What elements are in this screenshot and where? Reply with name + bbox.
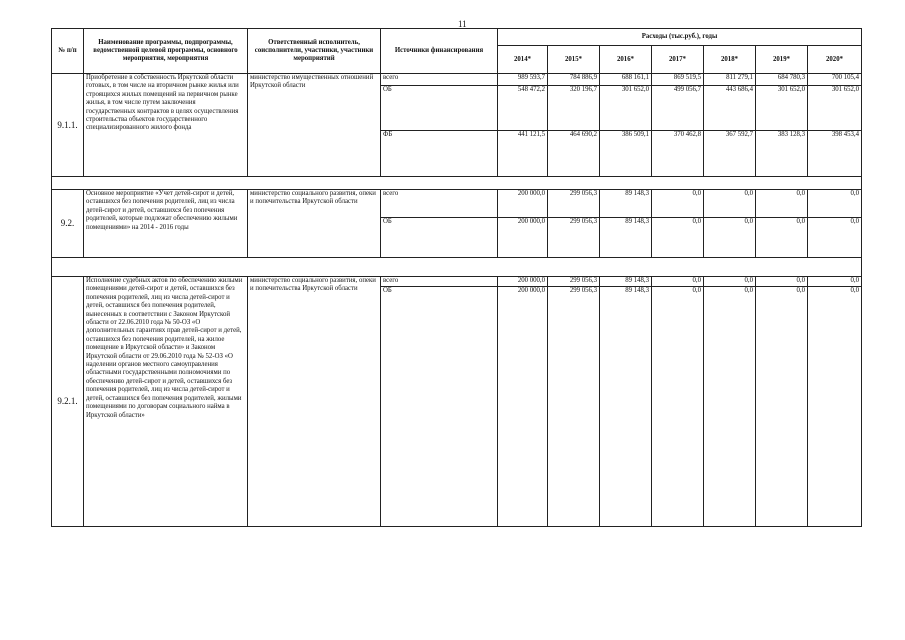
- row-gap: [52, 177, 862, 190]
- header-source: Источники финансирования: [381, 29, 498, 74]
- row-gap-cell: [52, 258, 862, 277]
- value-cell: 0,0: [808, 218, 862, 258]
- source-label: ОБ: [381, 287, 498, 527]
- value-cell: 301 652,0: [808, 86, 862, 131]
- source-label: ОБ: [381, 86, 498, 131]
- value-cell: 441 121,5: [498, 131, 548, 177]
- value-cell: 89 148,3: [600, 287, 652, 527]
- value-cell: 200 000,0: [498, 190, 548, 218]
- value-cell: 700 105,4: [808, 74, 862, 86]
- value-cell: 0,0: [704, 190, 756, 218]
- value-cell: 0,0: [808, 277, 862, 287]
- value-cell: 784 886,9: [548, 74, 600, 86]
- header-executor: Ответственный исполнитель, соисполнители, участники, участники мероприятий: [248, 29, 381, 74]
- value-cell: 0,0: [756, 190, 808, 218]
- value-cell: 301 652,0: [756, 86, 808, 131]
- value-cell: 299 056,3: [548, 218, 600, 258]
- page-number: 11: [458, 19, 467, 29]
- value-cell: 383 128,3: [756, 131, 808, 177]
- value-cell: 548 472,2: [498, 86, 548, 131]
- row-gap: [52, 258, 862, 277]
- row-executor: министерство социального развития, опеки и попечительства Иркутской области: [248, 190, 381, 258]
- value-cell: 0,0: [704, 218, 756, 258]
- value-cell: 0,0: [756, 218, 808, 258]
- row-name: Исполнение судебных актов по обеспечению жилыми помещениями детей-сирот и детей, оставшихся без попечения родителей, лиц из числа детей-сирот и детей, оставшихся без попечения родителей, вынесенных в соответствии с Законом Иркутской области от 22.06.2010 года № 50-ОЗ «О дополнительных гарантиях прав детей-сирот и детей, оставшихся без попечения родителей, на жилое помещение в Иркутской области» и Законом Иркутской области от 29.06.2010 года № 52-ОЗ «О наделении органов местного самоуправления областными государственными полномочиями по обеспечению детей-сирот и детей, оставшихся без попечения родителей, лиц из числа детей-сирот и детей, оставшихся без попечения родителей, жилыми помещениями по договорам социального найма в Иркутской области»: [84, 277, 248, 527]
- value-cell: 299 056,3: [548, 190, 600, 218]
- value-cell: 688 161,1: [600, 74, 652, 86]
- value-cell: 464 690,2: [548, 131, 600, 177]
- value-cell: 0,0: [808, 287, 862, 527]
- value-cell: 0,0: [756, 287, 808, 527]
- value-cell: 386 509,1: [600, 131, 652, 177]
- row-number: 9.2.: [52, 190, 84, 258]
- source-label: всего: [381, 190, 498, 218]
- value-cell: 200 000,0: [498, 218, 548, 258]
- value-cell: 0,0: [808, 190, 862, 218]
- row-number: 9.1.1.: [52, 74, 84, 177]
- value-cell: 200 000,0: [498, 287, 548, 527]
- row-executor: министерство имущественных отношений Иркутской области: [248, 74, 381, 177]
- source-label: всего: [381, 74, 498, 86]
- header-year: 2014*: [498, 46, 548, 74]
- table-header: [52, 29, 862, 74]
- value-cell: 320 196,7: [548, 86, 600, 131]
- value-cell: 0,0: [652, 190, 704, 218]
- value-cell: 89 148,3: [600, 277, 652, 287]
- value-cell: 89 148,3: [600, 190, 652, 218]
- row-executor: министерство социального развития, опеки и попечительства Иркутской области: [248, 277, 381, 527]
- value-cell: 869 519,5: [652, 74, 704, 86]
- header-year: 2018*: [704, 46, 756, 74]
- source-label: ОБ: [381, 218, 498, 258]
- value-cell: 0,0: [704, 287, 756, 527]
- value-cell: 443 686,4: [704, 86, 756, 131]
- source-label: всего: [381, 277, 498, 287]
- header-expenses: Расходы (тыс.руб.), годы: [498, 29, 862, 46]
- value-cell: 0,0: [756, 277, 808, 287]
- value-cell: 200 000,0: [498, 277, 548, 287]
- table-row: [52, 74, 862, 86]
- value-cell: 89 148,3: [600, 218, 652, 258]
- value-cell: 367 592,7: [704, 131, 756, 177]
- value-cell: 499 056,7: [652, 86, 704, 131]
- header-num: № п/п: [52, 29, 84, 74]
- value-cell: 370 462,8: [652, 131, 704, 177]
- source-label: ФБ: [381, 131, 498, 177]
- header-year: 2020*: [808, 46, 862, 74]
- value-cell: 299 056,3: [548, 287, 600, 527]
- table-row: [52, 190, 862, 218]
- row-name: Приобретение в собственность Иркутской области готовых, в том числе на вторичном рынке жилья или строящихся жилых помещений на первичном рынке жилья, в том числе путем заключения государственных контрактов в целях осуществления строительства объектов государственного специализированного жилого фонда: [84, 74, 248, 177]
- value-cell: 0,0: [652, 218, 704, 258]
- row-number: 9.2.1.: [52, 277, 84, 527]
- value-cell: 398 453,4: [808, 131, 862, 177]
- value-cell: 301 652,0: [600, 86, 652, 131]
- header-year: 2019*: [756, 46, 808, 74]
- header-year: 2017*: [652, 46, 704, 74]
- value-cell: 989 593,7: [498, 74, 548, 86]
- value-cell: 811 279,1: [704, 74, 756, 86]
- value-cell: 299 056,3: [548, 277, 600, 287]
- table-row: [52, 277, 862, 287]
- value-cell: 0,0: [652, 287, 704, 527]
- row-gap-cell: [52, 177, 862, 190]
- value-cell: 684 780,3: [756, 74, 808, 86]
- value-cell: 0,0: [704, 277, 756, 287]
- row-name: Основное мероприятие «Учет детей-сирот и детей, оставшихся без попечения родителей, лиц из числа детей-сирот и детей, оставшихся без попечения родителей, которые подлежат обеспечению жилыми помещениями» на 2014 - 2016 годы: [84, 190, 248, 258]
- header-name: Наименование программы, подпрограммы, ведомственной целевой программы, основного мероприятия, мероприятия: [84, 29, 248, 74]
- budget-table: [51, 28, 862, 527]
- header-year: 2015*: [548, 46, 600, 74]
- header-year: 2016*: [600, 46, 652, 74]
- value-cell: 0,0: [652, 277, 704, 287]
